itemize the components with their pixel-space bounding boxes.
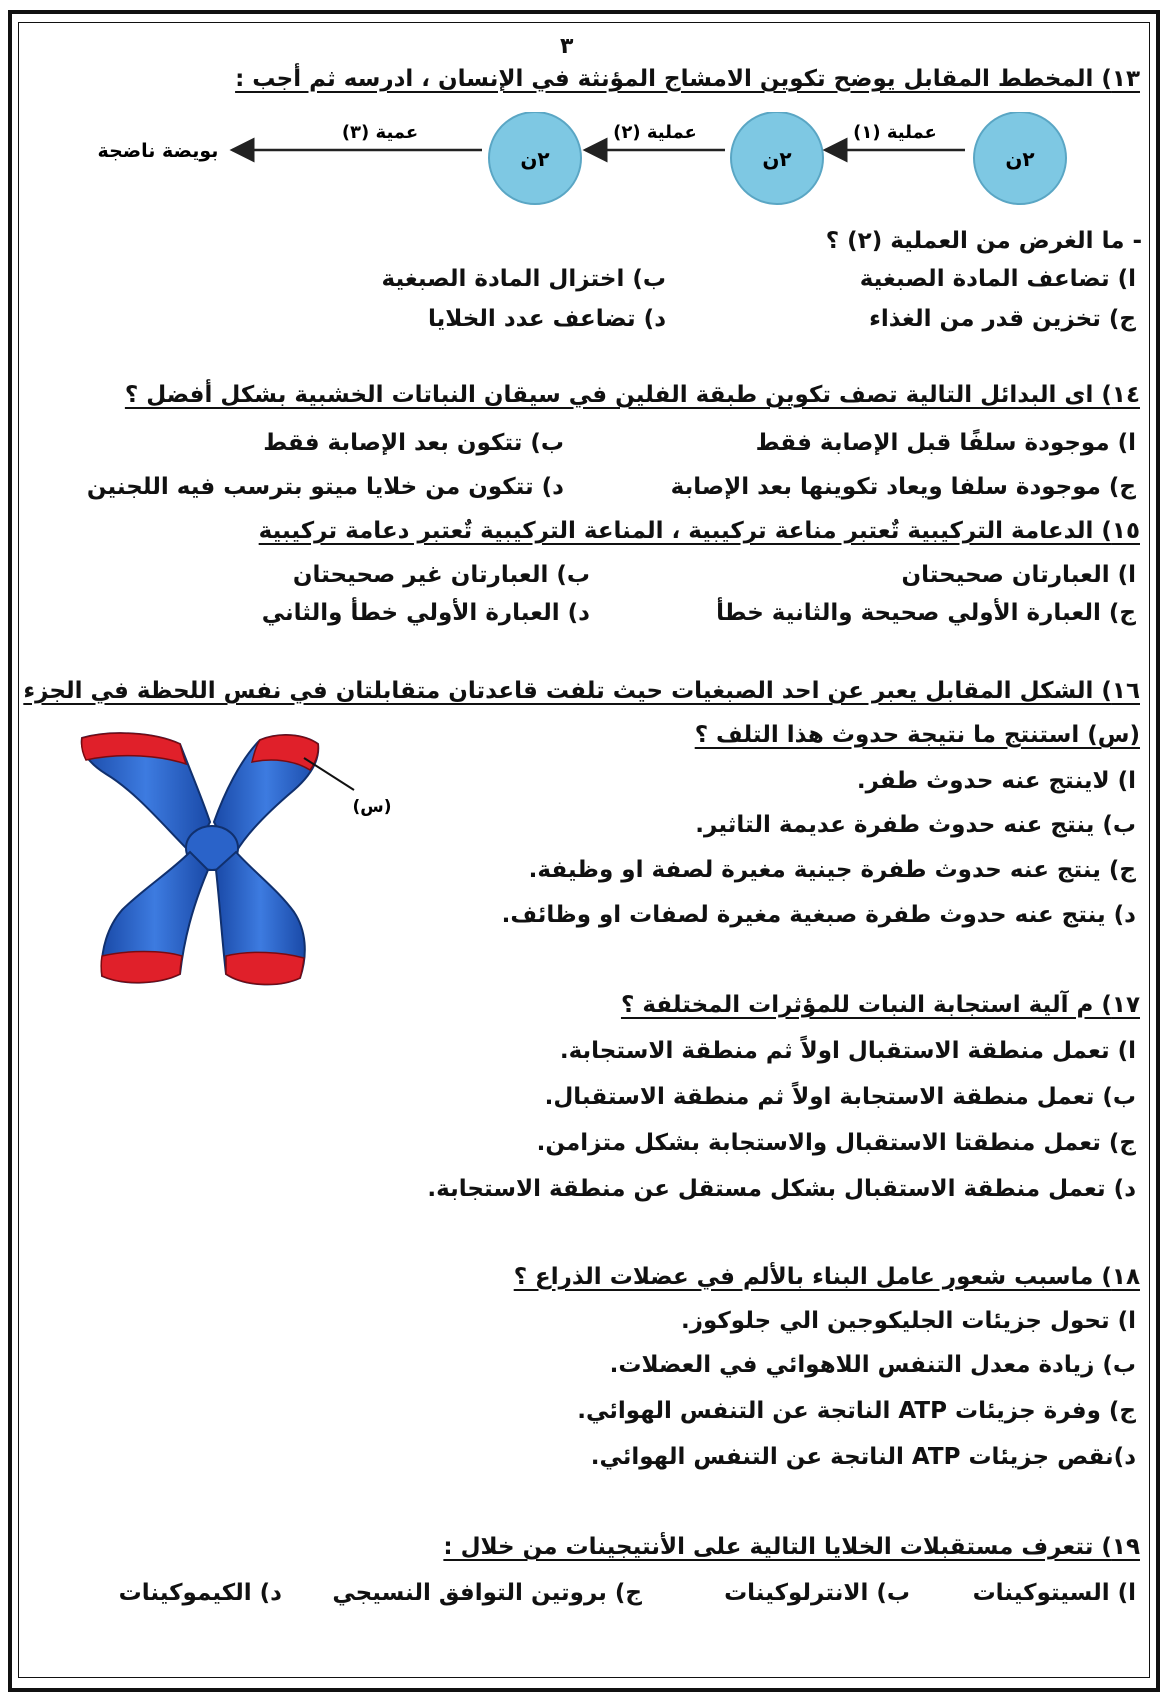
- q16-option-a: ا) لاينتج عنه حدوث طفر.: [856, 768, 1136, 794]
- q14-option-a: ا) موجودة سلفًا قبل الإصابة فقط: [755, 430, 1136, 456]
- page-number: ٣: [560, 34, 574, 59]
- chromosome-label: (س): [352, 797, 392, 817]
- q15-option-c: ج) العبارة الأولي صحيحة والثانية خطأ: [716, 600, 1136, 626]
- q14-title: ١٤) اى البدائل التالية تصف تكوين طبقة الفلين في سيقان النباتات الخشبية بشكل أفضل ؟: [124, 382, 1140, 408]
- q16-option-d: د) ينتج عنه حدوث طفرة صبغية مغيرة لصفات او وظائف.: [501, 902, 1136, 928]
- result-label: بويضة ناضجة: [97, 140, 219, 162]
- q19-title: ١٩) تتعرف مستقبلات الخلايا التالية على الأنتيجينات من خلال :: [443, 1534, 1140, 1560]
- q13-option-c: ج) تخزين قدر من الغذاء: [869, 306, 1136, 332]
- q15-option-a: ا) العبارتان صحيحتان: [901, 562, 1136, 588]
- q18-option-a: ا) تحول جزيئات الجليكوجين الي جلوكوز.: [681, 1308, 1136, 1334]
- q15-option-d: د) العبارة الأولي خطأ والثاني: [261, 600, 590, 626]
- oogenesis-diagram: [80, 112, 1090, 208]
- q19-option-a: ا) السيتوكينات: [972, 1580, 1136, 1606]
- q13-option-b: ب) اختزال المادة الصبغية: [381, 266, 666, 292]
- label-pointer: [304, 758, 354, 790]
- q16-option-c: ج) ينتج عنه حدوث طفرة جينية مغيرة لصفة او وظيفة.: [528, 857, 1136, 883]
- q18-title: ١٨) ماسبب شعور عامل البناء بالألم في عضلات الذراع ؟: [513, 1264, 1140, 1290]
- process-1-label: عملية (١): [853, 122, 937, 143]
- q17-option-b: ب) تعمل منطقة الاستجابة اولاً ثم منطقة الاستقبال.: [544, 1084, 1136, 1110]
- q16-title-line2: (س) استنتج ما نتيجة حدوث هذا التلف ؟: [694, 722, 1140, 748]
- q19-option-b: ب) الانترلوكينات: [724, 1580, 910, 1606]
- q14-option-c: ج) موجودة سلفا ويعاد تكوينها بعد الإصابة: [670, 474, 1136, 500]
- q13-option-a: ا) تضاعف المادة الصبغية: [859, 266, 1136, 292]
- q15-option-b: ب) العبارتان غير صحيحتان: [292, 562, 590, 588]
- cell-1-label: ٢ن: [1005, 147, 1035, 171]
- q17-option-d: د) تعمل منطقة الاستقبال بشكل مستقل عن منطقة الاستجابة.: [427, 1176, 1136, 1202]
- q19-option-c: ج) بروتين التوافق النسيجي: [332, 1580, 642, 1606]
- q13-option-d: د) تضاعف عدد الخلايا: [427, 306, 666, 332]
- telomere-lower-left: [101, 952, 182, 983]
- q18-option-b: ب) زيادة معدل التنفس اللاهوائي في العضلات.: [609, 1352, 1136, 1378]
- q16-option-b: ب) ينتج عنه حدوث طفرة عديمة التاثير.: [695, 812, 1136, 838]
- telomere-lower-right: [226, 952, 304, 984]
- q18-option-c: ج) وفرة جزيئات ATP الناتجة عن التنفس الهوائي.: [577, 1398, 1136, 1424]
- process-3-label: عمية (٣): [341, 122, 419, 143]
- q13-question: - ما الغرض من العملية (٢) ؟: [825, 228, 1142, 254]
- q15-title: ١٥) الدعامة التركيبية تٌعتبر مناعة تركيبية ، المناعة التركيبية تٌعتبر دعامة تركيبية: [258, 518, 1140, 544]
- q13-title: ١٣) المخطط المقابل يوضح تكوين الامشاج المؤنثة في الإنسان ، ادرسه ثم أجب :: [235, 66, 1140, 92]
- cell-3-label: ٢ن: [520, 147, 550, 171]
- process-2-label: عملية (٢): [613, 122, 697, 143]
- cell-2-label: ٢ن: [762, 147, 792, 171]
- q17-option-c: ج) تعمل منطقتا الاستقبال والاستجابة بشكل متزامن.: [536, 1130, 1136, 1156]
- q17-title: ١٧) م آلية استجابة النبات للمؤثرات المختلفة ؟: [620, 992, 1140, 1018]
- q16-title-line1: ١٦) الشكل المقابل يعبر عن احد الصبغيات حيث تلفت قاعدتان متقابلتان في نفس اللحظة في الجزء: [23, 678, 1140, 704]
- q18-option-d: د)نقص جزيئات ATP الناتجة عن التنفس الهوائي.: [590, 1444, 1136, 1470]
- q19-option-d: د) الكيموكينات: [118, 1580, 282, 1606]
- chromosome-figure: [72, 730, 392, 1000]
- q14-option-b: ب) تتكون بعد الإصابة فقط: [263, 430, 564, 456]
- q17-option-a: ا) تعمل منطقة الاستقبال اولاً ثم منطقة الاستجابة.: [559, 1038, 1136, 1064]
- chromosome: [82, 733, 319, 984]
- q14-option-d: د) تتكون من خلايا ميتو بترسب فيه اللجنين: [86, 474, 564, 500]
